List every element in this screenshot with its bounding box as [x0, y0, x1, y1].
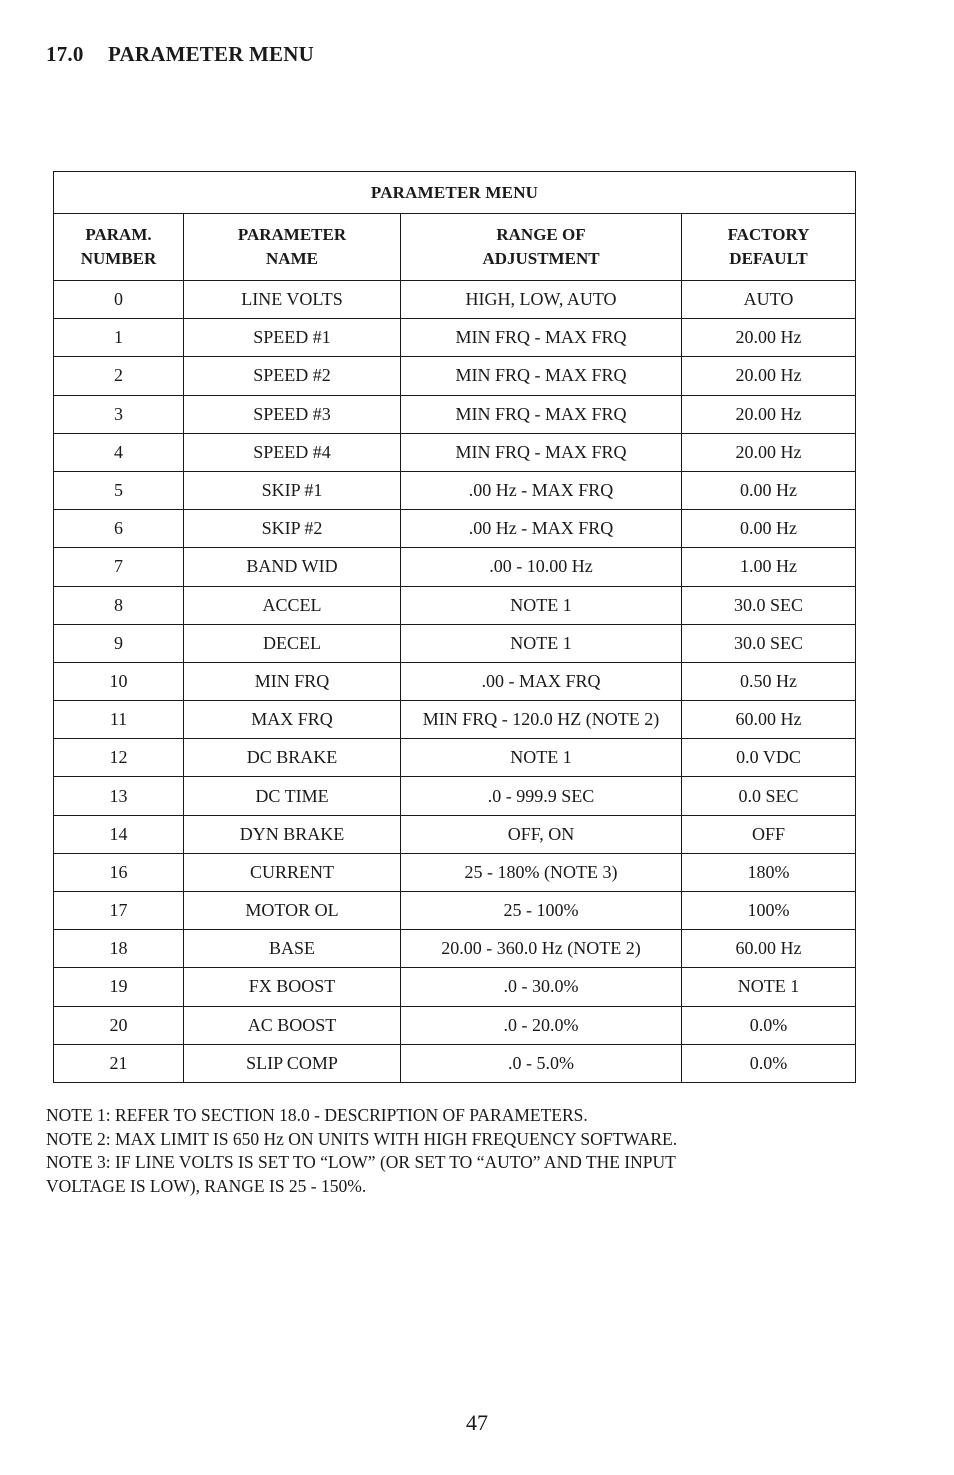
cell-range: MIN FRQ - 120.0 HZ (NOTE 2) — [401, 701, 682, 739]
cell-default: 0.00 Hz — [682, 510, 856, 548]
header-param-number — [54, 214, 184, 281]
cell-param-number: 20 — [54, 1006, 184, 1044]
cell-range: .0 - 5.0% — [401, 1044, 682, 1082]
section-number: 17.0 — [46, 42, 84, 66]
note-line: NOTE 2: MAX LIMIT IS 650 Hz ON UNITS WITH HIGH FREQUENCY SOFTWARE. — [46, 1128, 678, 1149]
cell-range: 25 - 180% (NOTE 3) — [401, 853, 682, 891]
cell-param-name: CURRENT — [184, 853, 401, 891]
table-row — [54, 739, 856, 777]
cell-param-name: MOTOR OL — [184, 892, 401, 930]
table-row — [54, 281, 856, 319]
table-row — [54, 395, 856, 433]
table-header-row — [54, 214, 856, 281]
cell-default: AUTO — [682, 281, 856, 319]
table-row — [54, 701, 856, 739]
header-line: PARAM. — [85, 225, 152, 244]
cell-param-number: 5 — [54, 471, 184, 509]
cell-param-name: MAX FRQ — [184, 701, 401, 739]
cell-param-name: DC BRAKE — [184, 739, 401, 777]
header-param-name — [184, 214, 401, 281]
header-line: DEFAULT — [729, 249, 808, 268]
table-row — [54, 548, 856, 586]
cell-param-number: 10 — [54, 662, 184, 700]
cell-range: NOTE 1 — [401, 739, 682, 777]
cell-default: 0.0 SEC — [682, 777, 856, 815]
header-line: ADJUSTMENT — [482, 249, 600, 268]
cell-default: 20.00 Hz — [682, 433, 856, 471]
table-row — [54, 815, 856, 853]
table-row — [54, 433, 856, 471]
header-range — [401, 214, 682, 281]
cell-param-name: FX BOOST — [184, 968, 401, 1006]
cell-range: MIN FRQ - MAX FRQ — [401, 357, 682, 395]
cell-default: 20.00 Hz — [682, 357, 856, 395]
table-row — [54, 357, 856, 395]
cell-range: NOTE 1 — [401, 586, 682, 624]
cell-param-number: 3 — [54, 395, 184, 433]
table-row — [54, 1006, 856, 1044]
table-row — [54, 892, 856, 930]
cell-param-number: 9 — [54, 624, 184, 662]
table-row — [54, 624, 856, 662]
header-line: PARAMETER — [237, 225, 347, 244]
cell-param-number: 4 — [54, 433, 184, 471]
cell-range: .00 - MAX FRQ — [401, 662, 682, 700]
cell-default: 0.0% — [682, 1006, 856, 1044]
header-line: RANGE OF — [496, 225, 586, 244]
cell-param-number: 21 — [54, 1044, 184, 1082]
table-row — [54, 853, 856, 891]
cell-default: 30.0 SEC — [682, 624, 856, 662]
cell-range: OFF, ON — [401, 815, 682, 853]
cell-param-name: MIN FRQ — [184, 662, 401, 700]
cell-range: .00 Hz - MAX FRQ — [401, 471, 682, 509]
cell-default: 0.50 Hz — [682, 662, 856, 700]
cell-default: 20.00 Hz — [682, 319, 856, 357]
cell-param-name: DECEL — [184, 624, 401, 662]
cell-param-name: SKIP #1 — [184, 471, 401, 509]
table-row — [54, 1044, 856, 1082]
header-line: NUMBER — [80, 249, 157, 268]
cell-param-number: 0 — [54, 281, 184, 319]
page-number: 47 — [466, 1410, 488, 1435]
cell-range: MIN FRQ - MAX FRQ — [401, 395, 682, 433]
section-heading — [46, 42, 314, 67]
cell-default: 60.00 Hz — [682, 701, 856, 739]
cell-param-number: 12 — [54, 739, 184, 777]
parameter-table — [53, 171, 856, 1083]
cell-param-number: 18 — [54, 930, 184, 968]
cell-default: 30.0 SEC — [682, 586, 856, 624]
cell-param-name: BASE — [184, 930, 401, 968]
cell-param-name: SLIP COMP — [184, 1044, 401, 1082]
cell-range: .0 - 999.9 SEC — [401, 777, 682, 815]
cell-range: .0 - 20.0% — [401, 1006, 682, 1044]
header-line: NAME — [266, 249, 318, 268]
cell-param-name: AC BOOST — [184, 1006, 401, 1044]
cell-param-name: BAND WID — [184, 548, 401, 586]
cell-param-number: 11 — [54, 701, 184, 739]
header-default — [682, 214, 856, 281]
table-row — [54, 968, 856, 1006]
cell-param-number: 19 — [54, 968, 184, 1006]
cell-param-name: LINE VOLTS — [184, 281, 401, 319]
table-row — [54, 777, 856, 815]
cell-range: 20.00 - 360.0 Hz (NOTE 2) — [401, 930, 682, 968]
cell-param-name: DC TIME — [184, 777, 401, 815]
cell-range: .0 - 30.0% — [401, 968, 682, 1006]
table-caption: PARAMETER MENU — [54, 172, 856, 214]
cell-default: 0.00 Hz — [682, 471, 856, 509]
cell-param-number: 13 — [54, 777, 184, 815]
cell-range: MIN FRQ - MAX FRQ — [401, 319, 682, 357]
cell-param-number: 14 — [54, 815, 184, 853]
table-row — [54, 319, 856, 357]
note-line: NOTE 3: IF LINE VOLTS IS SET TO “LOW” (OR SET TO “AUTO” AND THE INPUT — [46, 1152, 676, 1172]
cell-range: .00 - 10.00 Hz — [401, 548, 682, 586]
cell-param-number: 16 — [54, 853, 184, 891]
cell-param-number: 17 — [54, 892, 184, 930]
cell-default: 0.0 VDC — [682, 739, 856, 777]
cell-param-name: SPEED #2 — [184, 357, 401, 395]
cell-param-name: SPEED #4 — [184, 433, 401, 471]
cell-range: MIN FRQ - MAX FRQ — [401, 433, 682, 471]
cell-param-number: 6 — [54, 510, 184, 548]
cell-range: 25 - 100% — [401, 892, 682, 930]
cell-default: OFF — [682, 815, 856, 853]
cell-default: 100% — [682, 892, 856, 930]
table-body — [54, 281, 856, 1083]
cell-param-number: 8 — [54, 586, 184, 624]
cell-default: NOTE 1 — [682, 968, 856, 1006]
cell-range: HIGH, LOW, AUTO — [401, 281, 682, 319]
header-line: FACTORY — [727, 225, 810, 244]
cell-param-number: 7 — [54, 548, 184, 586]
cell-default: 0.0% — [682, 1044, 856, 1082]
cell-param-name: DYN BRAKE — [184, 815, 401, 853]
notes-block — [46, 1104, 677, 1198]
table-row — [54, 471, 856, 509]
table-row — [54, 586, 856, 624]
cell-param-name: SKIP #2 — [184, 510, 401, 548]
cell-param-name: SPEED #3 — [184, 395, 401, 433]
cell-default: 1.00 Hz — [682, 548, 856, 586]
table-row — [54, 510, 856, 548]
note-line: VOLTAGE IS LOW), RANGE IS 25 - 150%. — [46, 1175, 367, 1196]
table-row — [54, 662, 856, 700]
note-line: NOTE 1: REFER TO SECTION 18.0 - DESCRIPTION OF PARAMETERS. — [46, 1105, 588, 1125]
cell-range: NOTE 1 — [401, 624, 682, 662]
section-title: PARAMETER MENU — [108, 42, 314, 66]
cell-param-number: 2 — [54, 357, 184, 395]
cell-param-number: 1 — [54, 319, 184, 357]
cell-param-name: SPEED #1 — [184, 319, 401, 357]
table-row — [54, 930, 856, 968]
cell-param-name: ACCEL — [184, 586, 401, 624]
cell-default: 180% — [682, 853, 856, 891]
cell-default: 20.00 Hz — [682, 395, 856, 433]
cell-default: 60.00 Hz — [682, 930, 856, 968]
cell-range: .00 Hz - MAX FRQ — [401, 510, 682, 548]
